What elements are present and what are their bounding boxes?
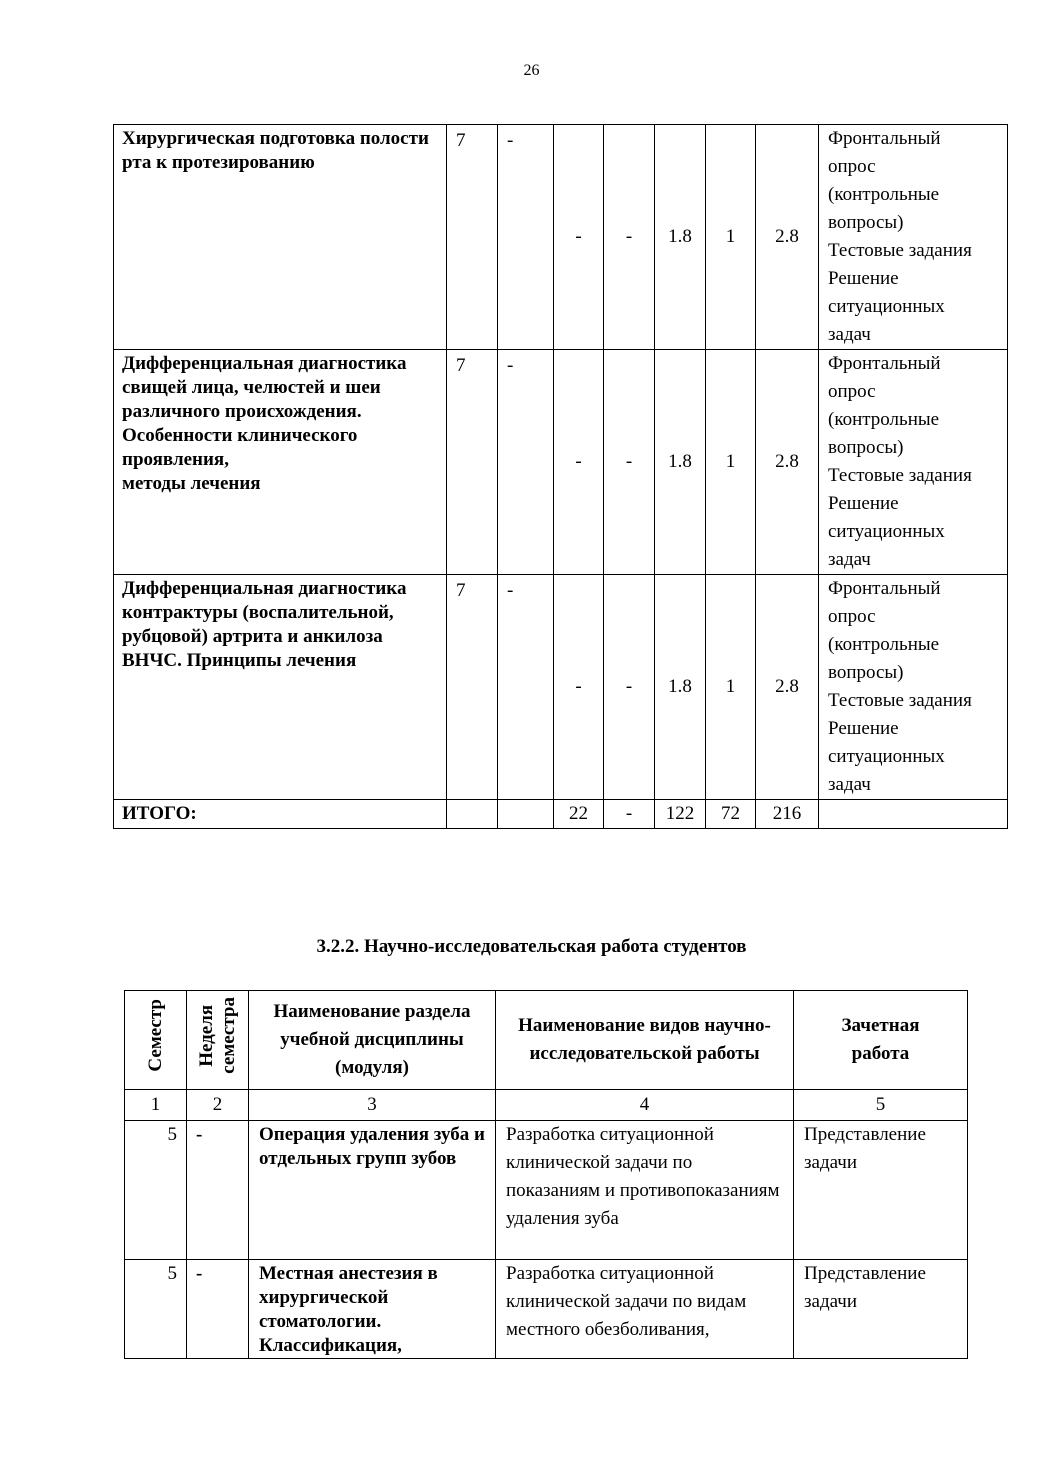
workload-table (113, 124, 1008, 829)
form-line: ситуационных (828, 746, 945, 767)
table-row (114, 575, 1008, 800)
column-number: 2 (187, 1090, 249, 1121)
total-row (114, 800, 1008, 829)
header-week-line2: семестра (217, 997, 239, 1074)
header-week-label (196, 997, 240, 1074)
column-number: 1 (125, 1090, 187, 1121)
form-line: Фронтальный (828, 353, 941, 374)
form-line: Тестовые задания (828, 690, 972, 711)
header-week (187, 991, 249, 1090)
topic-name: Хирургическая подготовка полости рта к протезированию (114, 125, 447, 350)
research-kind: Разработка ситуационной клинической задачи по видам местного обезболивания, (496, 1260, 794, 1359)
header-week-line1: Неделя (195, 1004, 217, 1067)
form-line: (контрольные (828, 409, 940, 430)
form-line: Решение (828, 718, 899, 739)
semester-cell: 7 (447, 125, 498, 350)
form-line: Тестовые задания (828, 465, 972, 486)
semester-cell: 7 (447, 575, 498, 800)
week-cell: - (187, 1260, 249, 1359)
form-line: вопросы) (828, 437, 904, 458)
value-cell: 2.8 (756, 575, 819, 800)
form-line: Тестовые задания (828, 240, 972, 261)
value-cell: - (604, 125, 655, 350)
form-line: вопросы) (828, 212, 904, 233)
header-row (125, 991, 968, 1090)
section-title: 3.2.2. Научно-исследовательская работа студентов (316, 936, 747, 957)
value-cell: 1.8 (655, 350, 706, 575)
table-row (125, 1260, 968, 1359)
credit-work: Представление задачи (794, 1260, 968, 1359)
total-value: 122 (655, 800, 706, 829)
empty-cell (819, 800, 1008, 829)
value-cell: - (604, 575, 655, 800)
form-line: вопросы) (828, 662, 904, 683)
table-row (114, 350, 1008, 575)
form-line: ситуационных (828, 296, 945, 317)
section-name: Местная анестезия в хирургической стоматологии. Классификация, (249, 1260, 496, 1359)
week-cell: - (498, 575, 554, 800)
value-cell: 1.8 (655, 125, 706, 350)
form-line: задач (828, 774, 871, 795)
page-number: 26 (523, 62, 540, 79)
column-number: 5 (794, 1090, 968, 1121)
topic-name: Дифференциальная диагностика свищей лица, челюстей и шеи различного происхождения. Особенности клинического проявления, методы лечения (114, 350, 447, 575)
empty-cell (498, 800, 554, 829)
week-cell: - (187, 1121, 249, 1260)
total-value: 216 (756, 800, 819, 829)
semester-cell: 5 (125, 1121, 187, 1260)
header-semester (125, 991, 187, 1090)
table-row (125, 1121, 968, 1260)
total-value: 72 (706, 800, 756, 829)
form-line: задач (828, 324, 871, 345)
table-row (114, 125, 1008, 350)
column-number: 4 (496, 1090, 794, 1121)
total-label: ИТОГО: (114, 800, 447, 829)
section-name: Операция удаления зуба и отдельных групп зубов (249, 1121, 496, 1260)
form-line: опрос (828, 156, 876, 177)
value-cell: 1 (706, 350, 756, 575)
total-value: - (604, 800, 655, 829)
form-line: Фронтальный (828, 128, 941, 149)
credit-work: Представление задачи (794, 1121, 968, 1260)
value-cell: 1 (706, 125, 756, 350)
form-line: ситуационных (828, 521, 945, 542)
form-line: задач (828, 549, 871, 570)
empty-cell (447, 800, 498, 829)
value-cell: - (554, 350, 604, 575)
column-number: 3 (249, 1090, 496, 1121)
form-line: Фронтальный (828, 578, 941, 599)
value-cell: 2.8 (756, 350, 819, 575)
week-cell: - (498, 350, 554, 575)
value-cell: 1.8 (655, 575, 706, 800)
research-work-table (124, 990, 968, 1359)
column-number-row (125, 1090, 968, 1121)
value-cell: 1 (706, 575, 756, 800)
header-kinds: Наименование видов научно-исследовательской работы (496, 991, 794, 1090)
control-forms (819, 350, 1008, 575)
research-kind: Разработка ситуационной клинической задачи по показаниям и противопоказаниям удаления зуба (496, 1121, 794, 1260)
form-line: Решение (828, 493, 899, 514)
form-line: опрос (828, 381, 876, 402)
topic-name: Дифференциальная диагностика контрактуры (воспалительной, рубцовой) артрита и анкилоза ВНЧС. Принципы лечения (114, 575, 447, 800)
control-forms (819, 575, 1008, 800)
header-work: Зачетная работа (794, 991, 968, 1090)
week-cell: - (498, 125, 554, 350)
form-line: (контрольные (828, 634, 940, 655)
value-cell: - (554, 125, 604, 350)
control-forms (819, 125, 1008, 350)
value-cell: 2.8 (756, 125, 819, 350)
semester-cell: 7 (447, 350, 498, 575)
total-value: 22 (554, 800, 604, 829)
header-section: Наименование раздела учебной дисциплины (модуля) (249, 991, 496, 1090)
header-semester-label: Семестр (144, 999, 166, 1072)
form-line: опрос (828, 606, 876, 627)
form-line: (контрольные (828, 184, 940, 205)
value-cell: - (554, 575, 604, 800)
form-line: Решение (828, 268, 899, 289)
value-cell: - (604, 350, 655, 575)
semester-cell: 5 (125, 1260, 187, 1359)
